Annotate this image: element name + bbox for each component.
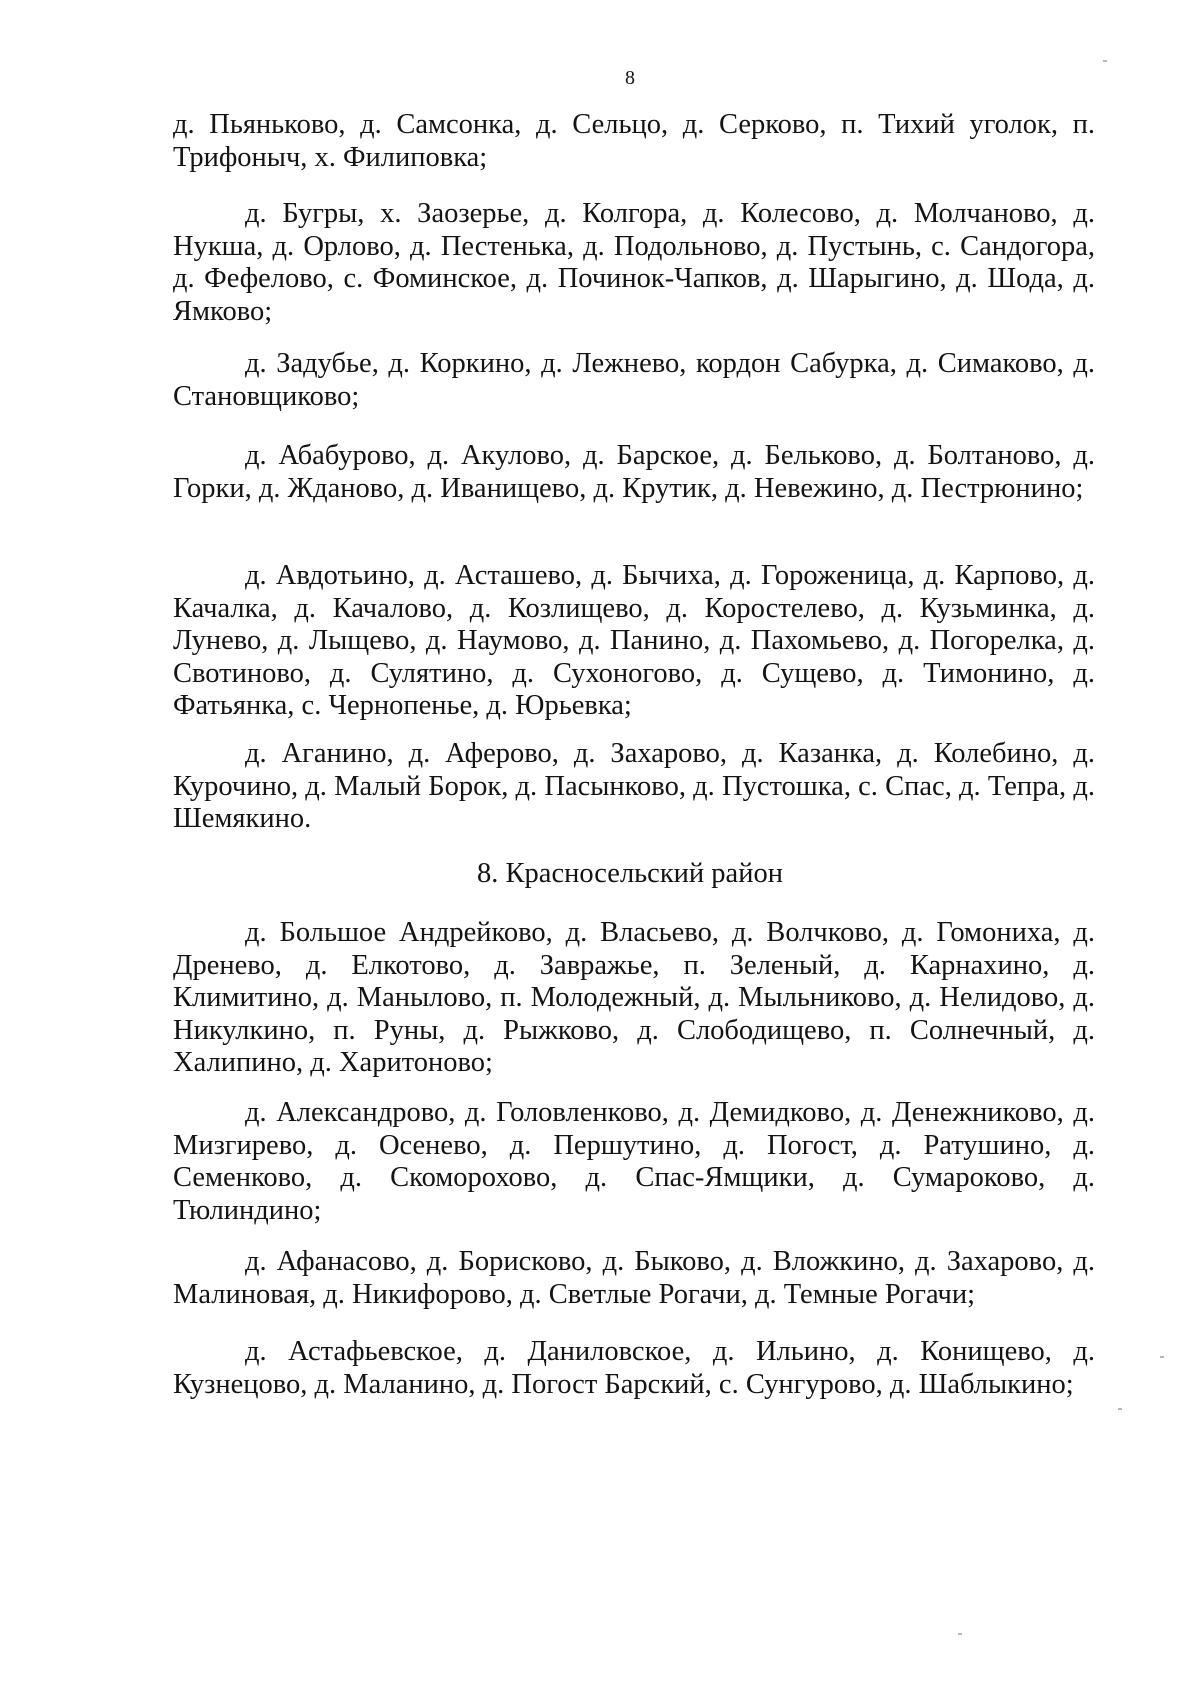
- settlement-list-paragraph: д. Бугры, х. Заозерье, д. Колгора, д. Колесово, д. Молчаново, д. Нукша, д. Орлово, д. Пестенька, д. Подольново, д. Пустынь, с. Сандогора, д. Фефелово, с. Фоминское, д. Починок-Чапков, д. Шарыгино, д. Шода, д. Ямково;: [173, 198, 1095, 327]
- scan-speck: [1103, 60, 1107, 62]
- section-heading: 8. Красносельский район: [477, 858, 783, 889]
- settlement-list-paragraph: д. Пьяньково, д. Самсонка, д. Сельцо, д. Серково, п. Тихий уголок, п. Трифоныч, х. Филиповка;: [173, 109, 1095, 173]
- settlement-list-paragraph: д. Астафьевское, д. Даниловское, д. Ильино, д. Конищево, д. Кузнецово, д. Маланино, д. Погост Барский, с. Сунгурово, д. Шаблыкино;: [173, 1336, 1095, 1400]
- settlement-list-paragraph: д. Абабурово, д. Акулово, д. Барское, д. Бельково, д. Болтаново, д. Горки, д. Жданово, д. Иванищево, д. Крутик, д. Невежино, д. Пестрюнино;: [173, 440, 1095, 504]
- scan-speck: [958, 1633, 962, 1635]
- settlement-list-paragraph: д. Большое Андрейково, д. Власьево, д. Волчково, д. Гомониха, д. Дренево, д. Елкотово, д. Завражье, п. Зеленый, д. Карнахино, д. Климитино, д. Манылово, п. Молодежный, д. Мыльниково, д. Нелидово, д. Никулкино, п. Руны, д. Рыжково, д. Слободищево, п. Солнечный, д. Халипино, д. Харитоново;: [173, 917, 1095, 1078]
- settlement-list-paragraph: д. Задубье, д. Коркино, д. Лежнево, кордон Сабурка, д. Симаково, д. Становщиково;: [173, 348, 1095, 412]
- settlement-list-paragraph: д. Александрово, д. Головленково, д. Демидково, д. Денежниково, д. Мизгирево, д. Осенево, д. Першутино, д. Погост, д. Ратушино, д. Семенково, д. Скоморохово, д. Спас-Ямщики, д. Сумароково, д. Тюлиндино;: [173, 1097, 1095, 1226]
- settlement-list-paragraph: д. Авдотьино, д. Асташево, д. Бычиха, д. Гороженица, д. Карпово, д. Качалка, д. Качалово, д. Козлищево, д. Коростелево, д. Кузьминка, д. Лунево, д. Лыщево, д. Наумово, д. Панино, д. Пахомьево, д. Погорелка, д. Свотиново, д. Сулятино, д. Сухоногово, д. Сущево, д. Тимонино, д. Фатьянка, с. Чернопенье, д. Юрьевка;: [173, 560, 1095, 721]
- scan-speck: [1118, 1408, 1122, 1410]
- settlement-list-paragraph: д. Аганино, д. Аферово, д. Захарово, д. Казанка, д. Колебино, д. Курочино, д. Малый Борок, д. Пасынково, д. Пустошка, с. Спас, д. Тепра, д. Шемякино.: [173, 738, 1095, 834]
- scan-speck: [1160, 1356, 1164, 1358]
- settlement-list-paragraph: д. Афанасово, д. Борисково, д. Быково, д. Вложкино, д. Захарово, д. Малиновая, д. Никифорово, д. Светлые Рогачи, д. Темные Рогачи;: [173, 1246, 1095, 1310]
- page-number: 8: [625, 67, 635, 89]
